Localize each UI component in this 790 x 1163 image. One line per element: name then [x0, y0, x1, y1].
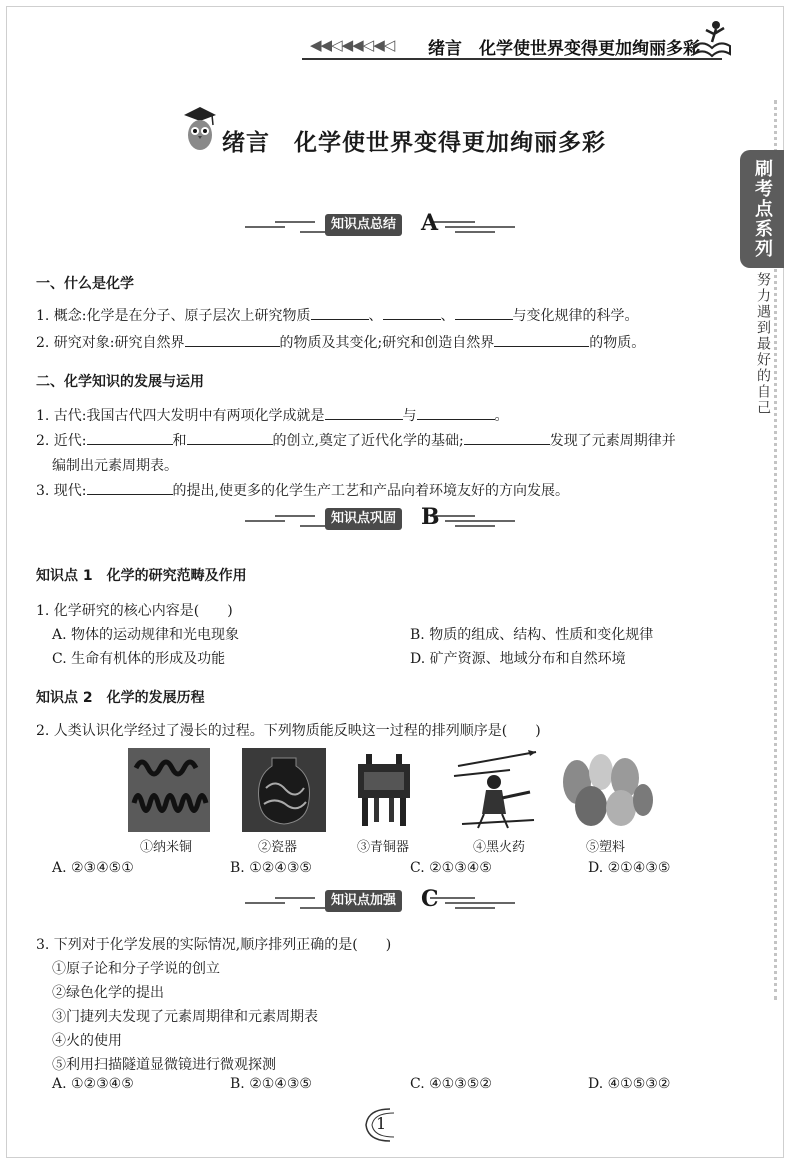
q3-option-a: A. ①②③④⑤ — [52, 1076, 134, 1092]
section-label: 知识点巩固 — [325, 508, 402, 530]
q2-option-b: B. ①②④③⑤ — [230, 860, 312, 876]
porcelain-image — [242, 748, 326, 836]
q1-option-c: C. 生命有机体的形成及功能 — [52, 651, 226, 667]
section-banner-b — [245, 506, 525, 534]
caption-nano-copper: ①纳米铜 — [140, 840, 193, 855]
plastic-image — [555, 748, 655, 836]
q2-option-a: A. ②③④⑤① — [52, 860, 134, 876]
header-arrows: ◀◀◁◀◀◁◀◁ — [310, 36, 395, 54]
q2-stem: 2. 人类认识化学经过了漫长的过程。下列物质能反映这一过程的排列顺序是( ) — [36, 723, 541, 739]
page-number: 1 — [376, 1114, 387, 1133]
q3-item-5: ⑤利用扫描隧道显微镜进行微观探测 — [52, 1057, 276, 1073]
section-label: 知识点加强 — [325, 890, 402, 912]
summary-line-4: 2. 近代: 和 的创立,奠定了近代化学的基础; 发现了元素周期律并 — [36, 433, 676, 449]
q1-stem: 1. 化学研究的核心内容是( ) — [36, 603, 233, 619]
q1-option-a: A. 物体的运动规律和光电现象 — [52, 627, 240, 643]
q2-option-c: C. ②①③④⑤ — [410, 860, 492, 876]
q3-item-4: ④火的使用 — [52, 1033, 122, 1049]
gunpowder-image — [450, 748, 544, 836]
caption-plastic: ⑤塑料 — [586, 840, 626, 855]
q3-stem: 3. 下列对于化学发展的实际情况,顺序排列正确的是( ) — [36, 937, 392, 953]
caption-gunpowder: ④黑火药 — [473, 840, 526, 855]
bronze-ware-image — [350, 748, 418, 836]
caption-bronze: ③青铜器 — [357, 840, 410, 855]
summary-line-2: 2. 研究对象:研究自然界 的物质及其变化;研究和创造自然界 的物质。 — [36, 335, 646, 351]
caption-porcelain: ②瓷器 — [258, 840, 298, 855]
section-banner-c — [245, 888, 525, 916]
summary-line-1: 1. 概念:化学是在分子、原子层次上研究物质 、 、 与变化规律的科学。 — [36, 308, 639, 324]
summary-line-5: 编制出元素周期表。 — [52, 458, 178, 474]
q3-option-b: B. ②①④③⑤ — [230, 1076, 312, 1092]
book-reader-icon — [690, 18, 734, 62]
nano-copper-image — [128, 748, 210, 836]
q3-item-3: ③门捷列夫发现了元素周期律和元素周期表 — [52, 1009, 318, 1025]
q1-option-b: B. 物质的组成、结构、性质和变化规律 — [410, 627, 654, 643]
section-letter: A — [421, 210, 439, 236]
kp2-title: 知识点 2 化学的发展历程 — [36, 690, 205, 706]
q3-item-2: ②绿色化学的提出 — [52, 985, 164, 1001]
header-title: 绪言 化学使世界变得更加绚丽多彩 — [428, 39, 700, 59]
section-label: 知识点总结 — [325, 214, 402, 236]
section-letter: C — [421, 886, 439, 912]
header-rule — [302, 58, 722, 60]
summary-line-6: 3. 现代: 的提出,使更多的化学生产工艺和产品向着环境友好的方向发展。 — [36, 483, 569, 499]
summary-line-3: 1. 古代:我国古代四大发明中有两项化学成就是 与 。 — [36, 408, 509, 424]
q3-option-d: D. ④①⑤③② — [588, 1076, 671, 1092]
q1-option-d: D. 矿产资源、地域分布和自然环境 — [410, 651, 626, 667]
heading-development: 二、化学知识的发展与运用 — [36, 374, 204, 390]
page-title: 绪言 化学使世界变得更加绚丽多彩 — [222, 130, 606, 156]
section-banner-a — [245, 212, 525, 240]
series-slogan: 努力遇到最好的自己 — [755, 272, 771, 416]
section-letter: B — [421, 504, 440, 530]
kp1-title: 知识点 1 化学的研究范畴及作用 — [36, 568, 247, 584]
series-tab: 刷考点系列 — [740, 150, 784, 268]
q3-item-1: ①原子论和分子学说的创立 — [52, 961, 220, 977]
heading-what-is-chemistry: 一、什么是化学 — [36, 276, 134, 292]
q2-option-d: D. ②①④③⑤ — [588, 860, 671, 876]
q3-option-c: C. ④①③⑤② — [410, 1076, 492, 1092]
mascot-owl-icon — [180, 105, 220, 159]
page-number-badge — [360, 1105, 406, 1145]
